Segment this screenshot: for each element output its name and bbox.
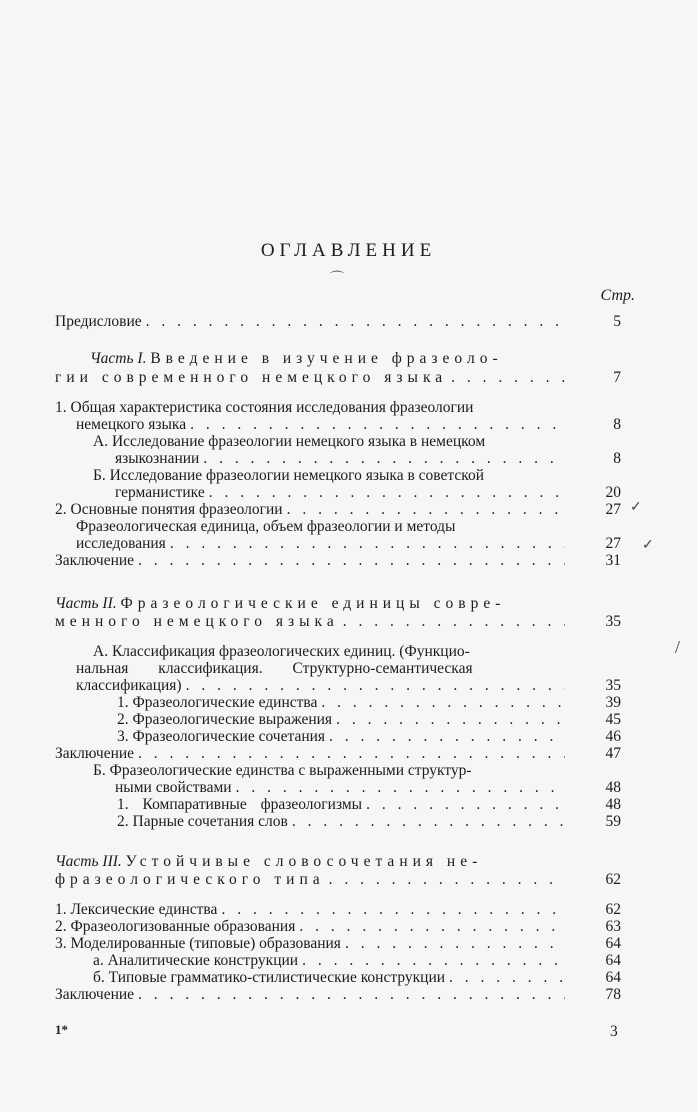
- part-heading: [90, 350, 503, 367]
- part-prefix: Часть III.: [55, 853, 122, 870]
- toc-entry: [117, 711, 569, 728]
- entry-label: 2. Фразеологизованные образования: [55, 918, 296, 935]
- entry-page: 20: [605, 484, 621, 501]
- entry-page: 59: [605, 813, 621, 830]
- entry-page: 48: [605, 796, 621, 813]
- part-title-line: гии современного немецкого языка: [55, 369, 448, 386]
- toc-entry: [55, 918, 569, 935]
- toc-entry: [115, 484, 569, 501]
- entry-page: 5: [613, 313, 621, 330]
- leader-dots: [451, 369, 565, 386]
- entry-label: исследования: [76, 535, 166, 552]
- part-heading-line2: [55, 871, 569, 888]
- pencil-mark: ✓: [630, 500, 642, 515]
- entry-page: 64: [605, 969, 621, 986]
- toc-entry: [117, 813, 569, 830]
- entry-label: б. Типовые грамматико-стилистические конструкции: [93, 969, 446, 986]
- entry-page: 62: [605, 901, 621, 918]
- leader-dots: [345, 935, 565, 952]
- part-heading: [55, 853, 482, 870]
- leader-dots: [138, 745, 565, 762]
- toc-entry: [55, 501, 569, 518]
- leader-dots: [449, 969, 565, 986]
- entry-label: Предисловие: [55, 313, 142, 330]
- part-heading-line2: [55, 613, 569, 630]
- pencil-mark: /: [675, 637, 681, 657]
- entry-label: Б. Исследование фразеологии немецкого языка в советской: [93, 467, 485, 484]
- entry-page: 27: [605, 535, 621, 552]
- toc-entry: [117, 796, 569, 813]
- entry-label: Заключение: [55, 986, 135, 1003]
- leader-dots: [190, 416, 565, 433]
- entry-label: 2. Парные сочетания слов: [117, 813, 288, 830]
- page-number: 3: [610, 1023, 618, 1040]
- entry-label: А. Исследование фразеологии немецкого языка в немецком: [93, 433, 486, 450]
- entry-page: 8: [613, 416, 621, 433]
- entry-label: 1. Лексические единства: [55, 901, 218, 918]
- toc-entry: [117, 694, 569, 711]
- toc-entry: [93, 952, 569, 969]
- leader-dots: [366, 796, 565, 813]
- leader-dots: [329, 871, 565, 888]
- leader-dots: [292, 813, 565, 830]
- entry-page: 63: [605, 918, 621, 935]
- leader-dots: [138, 552, 565, 569]
- entry-page: 64: [605, 952, 621, 969]
- entry-page: 8: [613, 450, 621, 467]
- part-heading-line2: [55, 369, 569, 386]
- entry-label: классификация): [76, 677, 182, 694]
- part-page: 35: [605, 613, 621, 630]
- part-page: 62: [605, 871, 621, 888]
- leader-dots: [221, 901, 565, 918]
- toc-entry: [76, 677, 569, 694]
- toc-entry: [115, 450, 569, 467]
- part-title-line: Устойчивые словосочетания не-: [125, 853, 483, 870]
- toc-entry: [55, 745, 569, 762]
- part-prefix: Часть II.: [55, 595, 117, 612]
- leader-dots: [236, 779, 565, 796]
- entry-page: 64: [605, 935, 621, 952]
- leader-dots: [138, 986, 565, 1003]
- leader-dots: [170, 535, 565, 552]
- leader-dots: [343, 613, 565, 630]
- entry-label: 3. Моделированные (типовые) образования: [55, 935, 341, 952]
- part-prefix: Часть I.: [90, 350, 147, 367]
- leader-dots: [209, 484, 565, 501]
- leader-dots: [186, 677, 565, 694]
- entry-page: 78: [605, 986, 621, 1003]
- entry-page: 39: [605, 694, 621, 711]
- entry-label: а. Аналитические конструкции: [93, 952, 299, 969]
- entry-page: 45: [605, 711, 621, 728]
- entry-label: 1. Фразеологические единства: [117, 694, 318, 711]
- entry-page: 27: [605, 501, 621, 518]
- entry-label: Б. Фразеологические единства с выраженными структур-: [93, 762, 472, 779]
- entry-label: 1. Общая характеристика состояния исследования фразеологии: [55, 399, 474, 416]
- part-title-line: менного немецкого языка: [55, 613, 339, 630]
- printer-signature: 1*: [55, 1022, 68, 1037]
- leader-dots: [146, 313, 565, 330]
- entry-label: немецкого языка: [76, 416, 187, 433]
- entry-page: 46: [605, 728, 621, 745]
- entry-label: А. Классификация фразеологических единиц. (Функцио-: [93, 643, 470, 660]
- part-title-line: фразеологического типа: [55, 871, 325, 888]
- toc-entry: [55, 313, 569, 330]
- leader-dots: [203, 450, 565, 467]
- part-title-line: Введение в изучение фразеоло-: [150, 350, 503, 367]
- toc-entry: [55, 552, 569, 569]
- toc-entry: [55, 901, 569, 918]
- leader-dots: [299, 918, 565, 935]
- toc-entry: [55, 986, 569, 1003]
- pencil-mark: ✓: [642, 538, 654, 553]
- entry-label: языкознании: [115, 450, 200, 467]
- toc-title: ОГЛАВЛЕНИЕ: [260, 240, 437, 261]
- entry-page: 31: [605, 552, 621, 569]
- toc-entry: [76, 416, 569, 433]
- entry-label: 2. Основные понятия фразеологии: [55, 501, 283, 518]
- entry-label: ными свойствами: [115, 779, 232, 796]
- part-title-line: Фразеологические единицы совре-: [120, 595, 506, 612]
- entry-page: 47: [605, 745, 621, 762]
- entry-label: Заключение: [55, 552, 135, 569]
- entry-page: 48: [605, 779, 621, 796]
- leader-dots: [302, 952, 565, 969]
- entry-label: германистике: [115, 484, 205, 501]
- part-page: 7: [613, 369, 621, 386]
- entry-label: Фразеологическая единица, объем фразеологии и методы: [76, 518, 456, 535]
- leader-dots: [321, 694, 565, 711]
- entry-label: 2. Фразеологические выражения: [117, 711, 333, 728]
- part-heading: [55, 595, 505, 612]
- toc-entry: [93, 969, 569, 986]
- toc-entry: [76, 535, 569, 552]
- entry-label: Заключение: [55, 745, 135, 762]
- page-column-header: Стр.: [600, 287, 635, 304]
- entry-page: 35: [605, 677, 621, 694]
- toc-entry: [115, 779, 569, 796]
- entry-label: 3. Фразеологические сочетания: [117, 728, 326, 745]
- leader-dots: [287, 501, 565, 518]
- toc-entry: [55, 935, 569, 952]
- entry-label: 1. Компаративные фразеологизмы: [117, 796, 363, 813]
- entry-label: нальная классификация. Структурно-семантическая: [76, 660, 473, 677]
- pencil-mark: ⌒: [330, 272, 344, 287]
- leader-dots: [336, 711, 565, 728]
- leader-dots: [329, 728, 565, 745]
- toc-entry: [117, 728, 569, 745]
